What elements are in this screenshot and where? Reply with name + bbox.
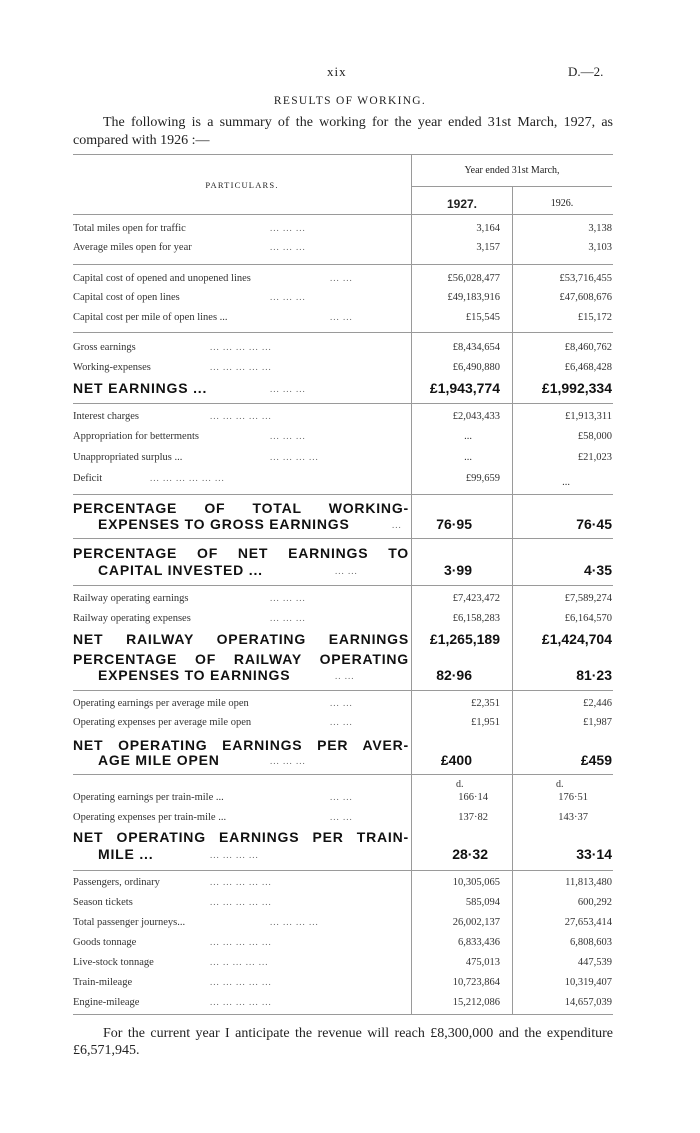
row-label-line2: AGE MILE OPEN [98, 752, 220, 768]
leader-dots: ... ... ... [270, 384, 306, 394]
value-1926: 3,103 [588, 242, 612, 253]
leader-dots: ... ... [330, 698, 353, 708]
leader-dots: ... ... ... [270, 756, 306, 766]
value-1927: 3,157 [476, 242, 500, 253]
row-label-line1: PERCENTAGE OF TOTAL WORKING- [73, 500, 409, 516]
value-1927: 475,013 [465, 957, 500, 968]
value-1927: 166·14 [458, 792, 488, 803]
leader-dots: ... ... ... [270, 242, 306, 252]
leader-dots: ... ... ... ... ... [210, 937, 272, 947]
leader-dots: ... ... ... ... ... [210, 342, 272, 352]
leader-dots: ... ... ... [270, 593, 306, 603]
row-label: Deficit [73, 473, 103, 484]
value-1926: 14,657,039 [564, 997, 612, 1008]
leader-dots: ... ... ... [270, 431, 306, 441]
leader-dots: ... [392, 520, 402, 530]
document-reference: D.—2. [568, 64, 604, 79]
row-label-line2: MILE ... [98, 846, 154, 862]
value-1926: £1,987 [583, 717, 612, 728]
row-label: Appropriation for betterments [73, 431, 199, 442]
row-label: Working-expenses [73, 362, 151, 373]
value-1927: £15,545 [465, 312, 500, 323]
value-1927: 137·82 [458, 812, 488, 823]
value-1927: 6,833,436 [458, 937, 500, 948]
value-1926: £1,992,334 [541, 380, 612, 396]
section-rule [73, 774, 613, 775]
leader-dots: ... ... [330, 312, 353, 322]
row-label: NET RAILWAY OPERATING EARNINGS [73, 631, 409, 647]
row-label: Operating earnings per average mile open [73, 698, 249, 709]
row-label: Train-mileage [73, 977, 133, 988]
row-label: Engine-mileage [73, 997, 140, 1008]
row-label: Operating earnings per train-mile ... [73, 792, 224, 803]
value-1927: £2,351 [471, 698, 500, 709]
closing-paragraph: For the current year I anticipate the revenue will reach £8,300,000 and the expenditure £6,571,945. [73, 1026, 613, 1058]
value-1927: £1,265,189 [429, 631, 500, 647]
leader-dots: ... ... ... ... ... [210, 362, 272, 372]
value-1927: ... [464, 431, 472, 442]
column-1927-header: 1927. [446, 197, 478, 211]
leader-dots: ... ... ... [270, 292, 306, 302]
leader-dots: ... ... ... [270, 613, 306, 623]
value-1927: ... [464, 452, 472, 463]
value-1926: £21,023 [577, 452, 612, 463]
row-label: NET EARNINGS ... [73, 380, 208, 396]
row-label: Total miles open for traffic [73, 223, 186, 234]
value-1927: 585,094 [465, 897, 500, 908]
value-1926: £2,446 [583, 698, 612, 709]
value-1927: £400 [440, 752, 472, 768]
section-rule [73, 585, 613, 586]
row-label: Live-stock tonnage [73, 957, 154, 968]
leader-dots: ... ... ... ... ... [210, 977, 272, 987]
value-1926: 6,808,603 [570, 937, 612, 948]
leader-dots: ... ... [330, 717, 353, 727]
section-rule [73, 690, 613, 691]
value-1926: 3,138 [588, 223, 612, 234]
row-label: Total passenger journeys... [73, 917, 186, 928]
value-1926: 447,539 [577, 957, 612, 968]
leader-dots: .. ... [335, 671, 355, 681]
row-label: Capital cost of opened and unopened lines [73, 273, 251, 284]
value-1926: 11,813,480 [565, 877, 612, 888]
value-1927: £99,659 [465, 473, 500, 484]
value-1926: £8,460,762 [564, 342, 612, 353]
value-1927: £6,490,880 [452, 362, 500, 373]
leader-dots: ... ... ... [270, 223, 306, 233]
row-label: Goods tonnage [73, 937, 137, 948]
particulars-header: PARTICULARS. [205, 180, 279, 190]
value-1927: 3,164 [476, 223, 500, 234]
leader-dots: ... ... [330, 812, 353, 822]
row-label-line1: NET OPERATING EARNINGS PER AVER- [73, 737, 409, 753]
value-1926: £15,172 [577, 312, 612, 323]
value-1927: £6,158,283 [452, 613, 500, 624]
value-1926: £53,716,455 [559, 273, 612, 284]
row-label-line2: EXPENSES TO GROSS EARNINGS [98, 516, 350, 532]
value-1926: £1,913,311 [565, 411, 612, 422]
value-1927: 15,212,086 [452, 997, 500, 1008]
row-label: Passengers, ordinary [73, 877, 160, 888]
row-label-line2: CAPITAL INVESTED ... [98, 562, 263, 578]
column-divider-left [411, 154, 412, 1014]
section-rule [73, 264, 613, 265]
table-top-rule [73, 154, 613, 155]
value-1927: 3·99 [443, 562, 472, 578]
leader-dots: ... ... ... ... ... ... [150, 473, 225, 483]
leader-dots: ... ... ... ... [270, 917, 319, 927]
intro-paragraph: The following is a summary of the working for the year ended 31st March, 1927, as compared with 1926 :— [73, 115, 613, 148]
section-rule [73, 332, 613, 333]
section-title: RESULTS OF WORKING. [273, 95, 427, 107]
row-label: Railway operating earnings [73, 593, 189, 604]
value-1927: 82·96 [436, 667, 472, 683]
row-label: Gross earnings [73, 342, 136, 353]
value-1927: 28·32 [452, 846, 488, 862]
value-1926: £6,164,570 [564, 613, 612, 624]
value-1927: £2,043,433 [452, 411, 500, 422]
leader-dots: ... ... [335, 566, 358, 576]
row-label-line2: EXPENSES TO EARNINGS [98, 667, 291, 683]
section-rule [73, 870, 613, 871]
value-1926: £1,424,704 [541, 631, 612, 647]
value-1926: 4·35 [583, 562, 612, 578]
value-1926: 76·45 [576, 516, 612, 532]
leader-dots: ... ... ... ... [210, 850, 259, 860]
value-1927: 10,305,065 [452, 877, 500, 888]
row-label: Operating expenses per train-mile ... [73, 812, 227, 823]
value-1927: 26,002,137 [452, 917, 500, 928]
leader-dots: ... ... ... ... ... [210, 897, 272, 907]
value-1926: 33·14 [576, 846, 612, 862]
leader-dots: ... ... ... ... [270, 452, 319, 462]
value-1926: ... [562, 477, 570, 488]
value-1927: 76·95 [436, 516, 472, 532]
leader-dots: ... ... ... ... ... [210, 997, 272, 1007]
row-label: Operating expenses per average mile open [73, 717, 252, 728]
value-1926: 27,653,414 [564, 917, 612, 928]
value-1926: £459 [580, 752, 612, 768]
row-label: Average miles open for year [73, 242, 192, 253]
row-label: Capital cost per mile of open lines ... [73, 312, 228, 323]
table-bottom-rule [73, 1014, 613, 1015]
value-1926: £58,000 [577, 431, 612, 442]
value-1927: £1,951 [471, 717, 500, 728]
row-label: Season tickets [73, 897, 133, 908]
value-1927: £1,943,774 [429, 380, 500, 396]
row-label: Interest charges [73, 411, 139, 422]
value-1927: £8,434,654 [452, 342, 500, 353]
value-1926: £7,589,274 [564, 593, 612, 604]
value-1926: 143·37 [558, 812, 588, 823]
page-number: xix [327, 64, 347, 79]
pence-unit-1927: d. [456, 779, 464, 790]
leader-dots: ... ... [330, 273, 353, 283]
section-rule [73, 538, 613, 539]
column-divider-right [512, 186, 513, 1014]
leader-dots: ... ... ... ... ... [210, 411, 272, 421]
value-1927: £7,423,472 [452, 593, 500, 604]
value-1926: 10,319,407 [564, 977, 612, 988]
row-label-line1: PERCENTAGE OF NET EARNINGS TO [73, 545, 409, 561]
leader-dots: ... .. ... ... ... [210, 957, 269, 967]
row-label: Capital cost of open lines [73, 292, 180, 303]
row-label: Unappropriated surplus ... [73, 452, 183, 463]
leader-dots: ... ... [330, 792, 353, 802]
row-label: Railway operating expenses [73, 613, 191, 624]
value-1926: £47,608,676 [559, 292, 612, 303]
value-1926: 176·51 [558, 792, 588, 803]
section-rule [73, 494, 613, 495]
pence-unit-1926: d. [556, 779, 564, 790]
value-1926: 600,292 [577, 897, 612, 908]
column-1926-header: 1926. [550, 198, 574, 209]
leader-dots: ... ... ... ... ... [210, 877, 272, 887]
section-rule [73, 403, 613, 404]
row-label-line1: NET OPERATING EARNINGS PER TRAIN- [73, 829, 409, 845]
value-1926: 81·23 [576, 667, 612, 683]
header-bottom-rule [73, 214, 613, 215]
value-1927: £49,183,916 [447, 292, 500, 303]
value-1926: £6,468,428 [564, 362, 612, 373]
year-ended-header: Year ended 31st March, [464, 165, 560, 176]
value-1927: £56,028,477 [447, 273, 500, 284]
value-1927: 10,723,864 [452, 977, 500, 988]
row-label-line1: PERCENTAGE OF RAILWAY OPERATING [73, 651, 409, 667]
